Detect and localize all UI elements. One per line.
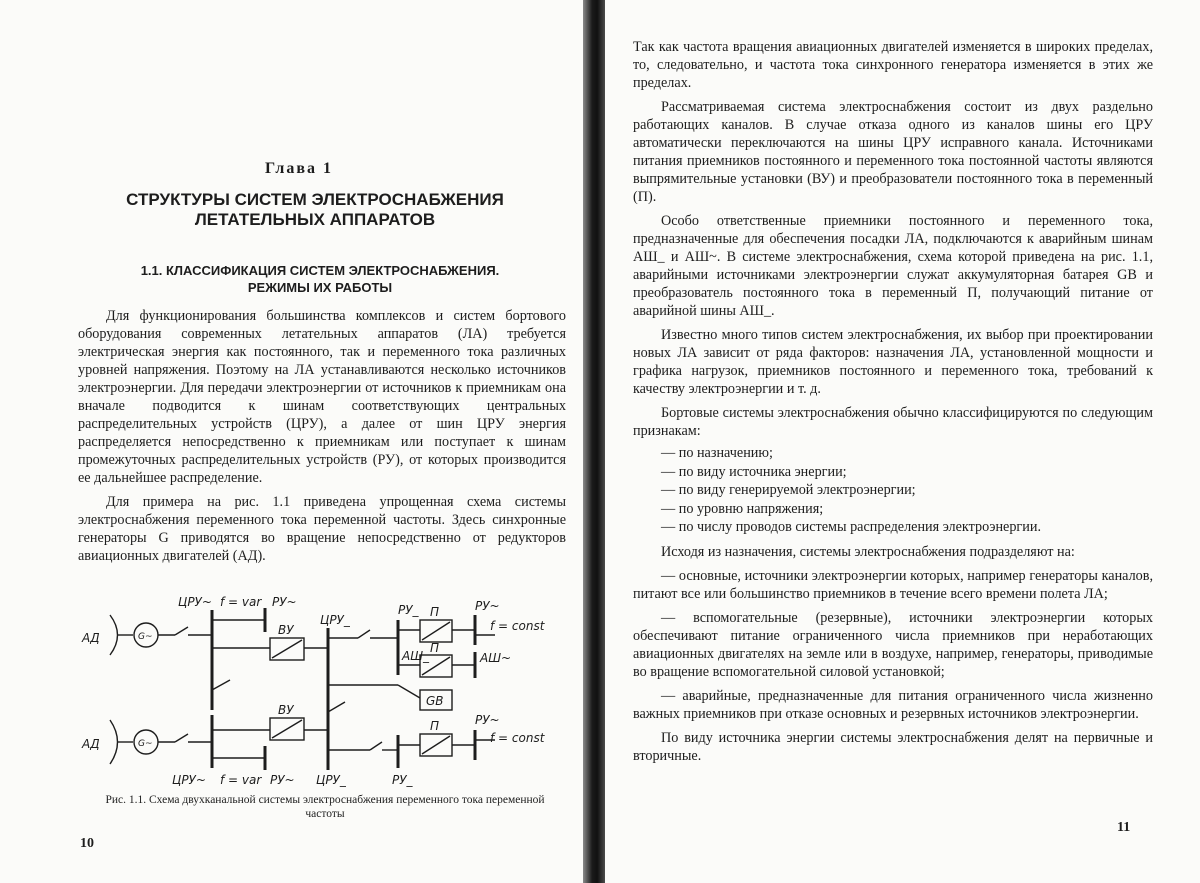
paragraph: — вспомогательные (резервные), источники электроэнергии которых обеспечивают питание ограниченного числа приемников при неработающих авиационных двигателях на земле или в воздухе, например, генераторы, приводимые во вращение вспомогательной силовой установкой; bbox=[633, 609, 1153, 680]
label-ru-dc-2: РУ_ bbox=[392, 773, 413, 787]
paragraph: — аварийные, предназначенные для питания ограниченного числа жизненно важных приемников при отказе основных и резервных источников электроэнергии. bbox=[633, 687, 1153, 722]
label-g-2: G~ bbox=[138, 739, 153, 749]
right-page bbox=[605, 0, 1200, 883]
paragraph: Известно много типов систем электроснабжения, их выбор при проектировании новых ЛА зависит от ряда факторов: назначения ЛА, установленной мощности и графика нагрузок, приемников постоянного и переменного тока, требований к качеству электроэнергии и т. д. bbox=[633, 327, 1153, 397]
section-title: 1.1. КЛАССИФИКАЦИЯ СИСТЕМ ЭЛЕКТРОСНАБЖЕНИЯ. РЕЖИМЫ ИХ РАБОТЫ bbox=[140, 263, 500, 295]
label-ash-ac: АШ~ bbox=[480, 651, 512, 665]
label-ru-dc-1: РУ_ bbox=[398, 603, 419, 617]
chapter-title: СТРУКТУРЫ СИСТЕМ ЭЛЕКТРОСНАБЖЕНИЯ ЛЕТАТЕЛЬНЫХ АППАРАТОВ bbox=[126, 190, 504, 229]
page-number-right: 11 bbox=[1117, 820, 1131, 835]
list-item: — по числу проводов системы распределения электроэнергии. bbox=[661, 519, 1041, 535]
paragraph: Исходя из назначения, системы электроснабжения подразделяют на: bbox=[661, 543, 1075, 560]
paragraph: Для функционирования большинства комплексов и систем бортового оборудования современных летательных аппаратов (ЛА) требуется электрическая энергия как постоянного, так и переменного тока различных уровней напряжения. Поэтому на ЛА устанавливаются несколько источников электроэнергии. Для передачи электроэнергии от источников к приемникам она вначале подводится к шинам соответствующих центральных распределительных устройств (ЦРУ), а далее от шин ЦРУ энергия распределяется непосредственно к приемникам или поступает к шинам промежуточных распределительных устройств (РУ), от которых производится ее дальнейшее распределение. bbox=[78, 308, 566, 486]
label-vu-2: ВУ bbox=[278, 703, 294, 717]
label-ru-ac-2: РУ~ bbox=[270, 773, 295, 787]
label-ru-ac-const: РУ~ bbox=[475, 599, 500, 613]
label-f-const-2: f = const bbox=[490, 731, 545, 745]
right-body bbox=[633, 38, 1153, 765]
label-p-emergency: П bbox=[430, 641, 440, 655]
list-item: — по виду генерируемой электроэнергии; bbox=[661, 482, 916, 498]
label-vu-1: ВУ bbox=[278, 623, 294, 637]
circuit-diagram bbox=[80, 590, 570, 790]
label-ru-ac-const-2: РУ~ bbox=[475, 713, 500, 727]
list-item: — по уровню напряжения; bbox=[661, 500, 824, 517]
chapter-heading: Глава 1 bbox=[265, 160, 333, 177]
label-gb: GB bbox=[426, 694, 444, 708]
paragraph: — основные, источники электроэнергии которых, например генераторы каналов, питают все или большинство приемников в течение всего времени полета ЛА; bbox=[633, 567, 1153, 602]
label-cru-dc-2: ЦРУ_ bbox=[316, 773, 346, 787]
label-p-2: П bbox=[430, 719, 440, 733]
paragraph: Рассматриваемая система электроснабжения состоит из двух раздельно работающих каналов. В случае отказа одного из каналов шины его ЦРУ автоматически переключаются на шины ЦРУ исправного канала. Источниками питания приемников постоянного и переменного тока постоянной частоты являются выпрямительные установки (ВУ) и преобразователи постоянного тока в переменный (П). bbox=[633, 99, 1153, 205]
list-item: — по назначению; bbox=[661, 445, 773, 461]
label-cru-dc-1: ЦРУ_ bbox=[320, 613, 350, 627]
paragraph: Для примера на рис. 1.1 приведена упрощенная схема системы электроснабжения переменного тока переменной частоты. Здесь синхронные генераторы G приводятся во вращение непосредственно от редукторов авиационных двигателей (АД). bbox=[78, 494, 566, 564]
engine-shaft-2 bbox=[110, 720, 118, 764]
label-cru-ac-1: ЦРУ~ bbox=[178, 595, 212, 609]
paragraph: Так как частота вращения авиационных двигателей изменяется в широких пределах, то, следовательно, и частота тока синхронного генератора изменяется в этих же пределах. bbox=[633, 39, 1153, 91]
label-ad-1: АД bbox=[82, 631, 100, 645]
label-f-var-2: f = var bbox=[220, 773, 262, 787]
label-f-var-1: f = var bbox=[220, 595, 262, 609]
left-body bbox=[78, 307, 566, 565]
label-g-1: G~ bbox=[138, 632, 153, 642]
page-number-left: 10 bbox=[80, 836, 94, 851]
paragraph: Особо ответственные приемники постоянного и переменного тока, предназначенные для обеспечения посадки ЛА, подключаются к аварийным шинам АШ_ и АШ~. В системе электроснабжения, схема которой приведена на рис. 1.1, аварийными источниками электроэнергии служат аккумуляторная батарея GB и преобразователь постоянного тока в переменный П, получающий питание от аварийной шины АШ_. bbox=[633, 213, 1153, 319]
figure-caption: Рис. 1.1. Схема двухканальной системы электроснабжения переменного тока переменной частоты bbox=[105, 794, 545, 820]
paragraph: Бортовые системы электроснабжения обычно классифицируются по следующим признакам: bbox=[633, 405, 1153, 439]
label-ash-dc: АШ_ bbox=[402, 649, 430, 663]
label-f-const-1: f = const bbox=[490, 619, 545, 633]
label-ad-2: АД bbox=[82, 737, 100, 751]
engine-shaft-1 bbox=[110, 615, 118, 655]
list-item: — по виду источника энергии; bbox=[661, 463, 847, 480]
label-p-1: П bbox=[430, 605, 440, 619]
left-page bbox=[0, 0, 590, 883]
label-cru-ac-2: ЦРУ~ bbox=[172, 773, 206, 787]
label-ru-ac-1: РУ~ bbox=[272, 595, 297, 609]
paragraph: По виду источника энергии системы электроснабжения делят на первичные и вторичные. bbox=[633, 729, 1153, 764]
